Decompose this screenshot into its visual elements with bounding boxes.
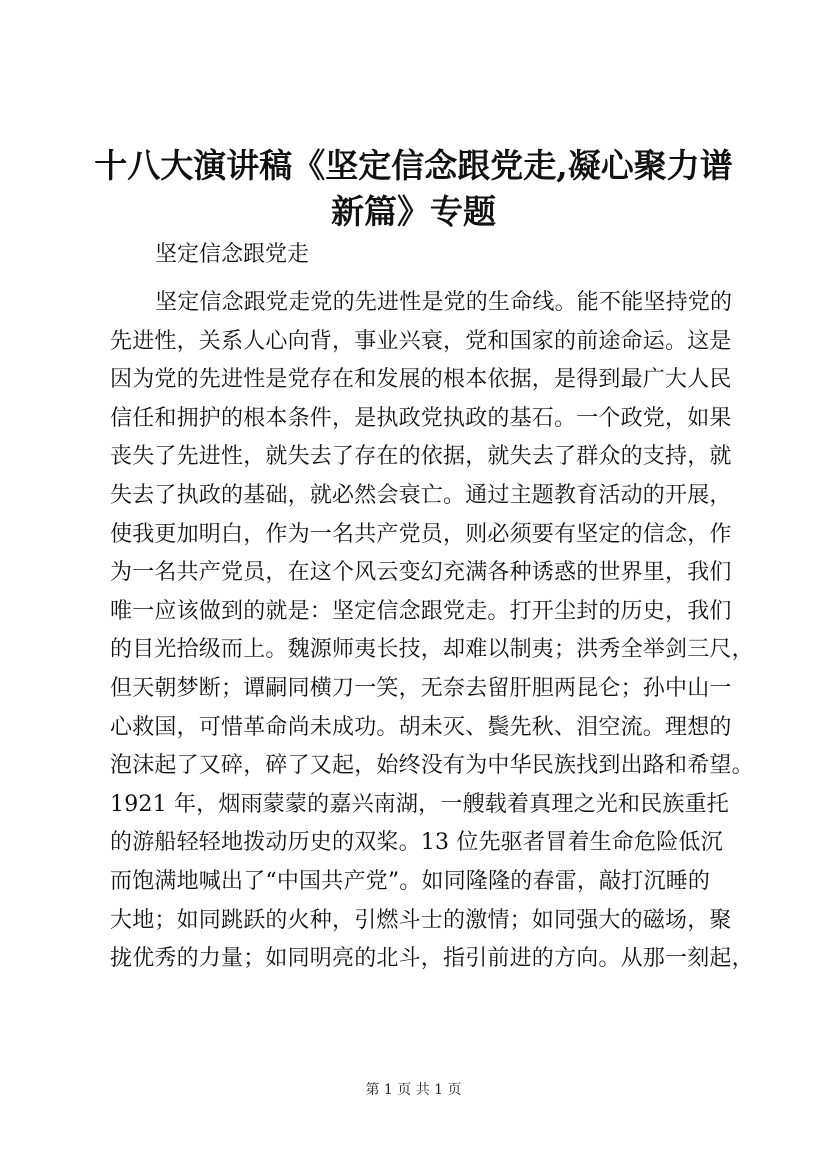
- body-line: 为一名共产党员，在这个风云变幻充满各种诱惑的世界里，我们: [110, 560, 732, 586]
- body-line: 但天朝梦断；谭嗣同横刀一笑，无奈去留肝胆两昆仑；孙中山一: [110, 675, 732, 701]
- title-line-2: 新篇》专题: [331, 192, 496, 231]
- page-footer: 第 1 页 共 1 页: [365, 1082, 462, 1098]
- body-line: 使我更加明白，作为一名共产党员，则必须要有坚定的信念，作: [110, 521, 732, 547]
- body-line: 因为党的先进性是党存在和发展的根本依据，是得到最广大人民: [110, 367, 732, 393]
- body-line: 丧失了先进性，就失去了存在的依据，就失去了群众的支持，就: [110, 444, 732, 470]
- body-line: 唯一应该做到的就是：坚定信念跟党走。打开尘封的历史，我们: [110, 598, 732, 624]
- body-line: 而饱满地喊出了“中国共产党”。如同隆隆的春雷，敲打沉睡的: [110, 868, 711, 894]
- body-line: 信任和拥护的根本条件，是执政党执政的基石。一个政党，如果: [110, 405, 732, 431]
- section-subheading: 坚定信念跟党走: [155, 242, 310, 267]
- body-line: 失去了执政的基础，就必然会衰亡。通过主题教育活动的开展，: [110, 482, 732, 508]
- body-line: 的目光拾级而上。魏源师夷长技，却难以制夷；洪秀全举剑三尺，: [110, 637, 754, 663]
- body-line: 先进性，关系人心向背，事业兴衰，党和国家的前途命运。这是: [110, 328, 732, 354]
- body-line: 的游船轻轻地拨动历史的双桨。13 位先驱者冒着生命危险低沉: [110, 830, 723, 856]
- document-title: [90, 143, 737, 235]
- body-line: 泡沫起了又碎，碎了又起，始终没有为中华民族找到出路和希望。: [110, 753, 754, 779]
- title-line-1: 十八大演讲稿《坚定信念跟党走,凝心聚力谱: [94, 146, 733, 185]
- body-line: 坚定信念跟党走党的先进性是党的生命线。能不能坚持党的: [155, 290, 733, 315]
- body-line: 1921 年，烟雨蒙蒙的嘉兴南湖，一艘载着真理之光和民族重托: [110, 791, 729, 817]
- body-line: 心救国，可惜革命尚未成功。胡未灭、鬓先秋、泪空流。理想的: [110, 714, 732, 740]
- body-line: 大地；如同跳跃的火种，引燃斗士的激情；如同强大的磁场，聚: [110, 907, 732, 933]
- body-line: 拢优秀的力量；如同明亮的北斗，指引前进的方向。从那一刻起，: [110, 946, 754, 972]
- body-text: [110, 284, 754, 979]
